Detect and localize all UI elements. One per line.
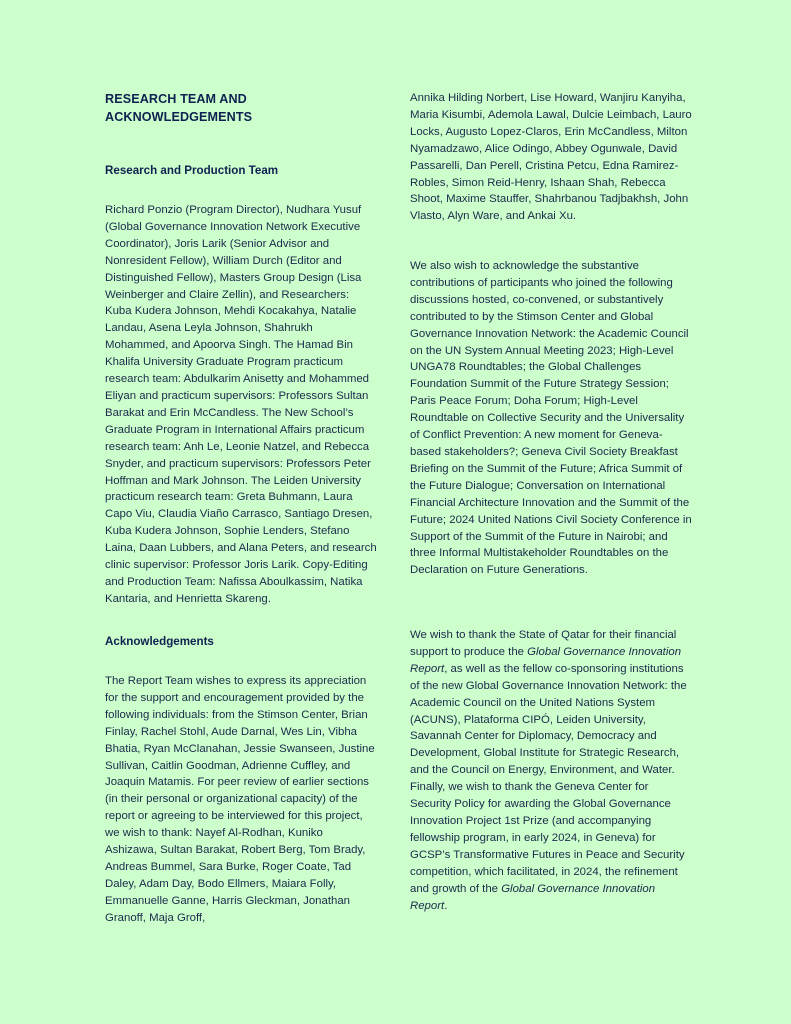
qatar-thanks-paragraph bbox=[410, 627, 692, 914]
page-title-line-1: RESEARCH TEAM AND bbox=[105, 92, 247, 106]
research-team-heading: Research and Production Team bbox=[105, 164, 279, 177]
report-title-italic-2: Global Governance Innovation Report bbox=[410, 882, 656, 912]
research-team-paragraph: Richard Ponzio (Program Director), Nudhara Yusuf (Global Governance Innovation Network Executive Coordinator), Joris Larik (Senior Advisor and Nonresident Fellow), William Durch (Editor and Distinguished Fellow), Masters Group Design (Lisa Weinberger and Claire Zellin), and Researchers: Kuba Kudera Johnson, Mehdi Kocakahya, Natalie Landau, Asena Leyla Johnson, Shahrukh Mohammed, and Apoorva Singh. The Hamad Bin Khalifa University Graduate Program practicum research team: Abdulkarim Anisetty and Mohammed Eliyan and practicum supervisors: Professors Sultan Barakat and Erin McCandless. The New School’s Graduate Program in International Affairs practicum research team: Anh Le, Leonie Natzel, and Rebecca Snyder, and practicum supervisors: Professors Peter Hoffman and Mark Johnson. The Leiden University practicum research team: Greta Buhmann, Laura Capo Viu, Claudia Viaño Carrasco, Santiago Dresen, Kuba Kudera Johnson, Sophie Lenders, Stefano Laina, Daan Lubbers, and Alana Peters, and research clinic supervisor: Professor Joris Larik. Copy-Editing and Production Team: Nafissa Aboulkassim, Natika Kantaria, and Henrietta Skareng. bbox=[105, 204, 377, 605]
qatar-text-end: . bbox=[444, 899, 448, 912]
report-title-italic-1: Global Governance Innovation Report bbox=[410, 645, 682, 675]
acknowledgements-heading: Acknowledgements bbox=[105, 635, 214, 648]
acknowledged-names-paragraph: Annika Hilding Norbert, Lise Howard, Wanjiru Kanyiha, Maria Kisumbi, Ademola Lawal, Dulcie Leimbach, Lauro Locks, Augusto Lopez-Claros, Erin McCandless, Milton Nyamadzawo, Alice Odingo, Abbey Ogunwale, David Passarelli, Dan Perell, Cristina Petcu, Edna Ramirez-Robles, Simon Reid-Henry, Ishaan Shah, Rebecca Shoot, Maxime Stauffer, Shahrbanou Tadjbakhsh, John Vlasto, Alyn Ware, and Ankai Xu. bbox=[410, 92, 692, 223]
contributions-paragraph: We also wish to acknowledge the substantive contributions of participants who joined the following discussions hosted, co-convened, or substantively contributed to by the Stimson Center and Global Governance Innovation Network: the Academic Council on the UN System Annual Meeting 2023; High-Level UNGA78 Roundtables; the Global Challenges Foundation Summit of the Future Strategy Session; Paris Peace Forum; Doha Forum; High-Level Roundtable on Collective Security and the Universality of Conflict Prevention: A new moment for Geneva-based stakeholders?; Geneva Civil Society Breakfast Briefing on the Summit of the Future; Africa Summit of the Future Dialogue; Conversation on International Financial Architecture Innovation and the Summit of the Future; 2024 United Nations Civil Society Conference in Support of the Summit of the Future in Nairobi; and three Informal Multistakeholder Roundtables on the Declaration on Future Generations. bbox=[410, 260, 692, 577]
page-title-line-2: ACKNOWLEDGEMENTS bbox=[105, 110, 253, 124]
page-title bbox=[105, 90, 377, 126]
acknowledgements-paragraph: The Report Team wishes to express its appreciation for the support and encouragement provided by the following individuals: from the Stimson Center, Brian Finlay, Rachel Stohl, Aude Darnal, Wes Lin, Vibha Bhatia, Ryan McClanahan, Jessie Swanseen, Justine Sullivan, Caitlin Goodman, Adrienne Cuffley, and Joaquin Matamis. For peer review of earlier sections (in their personal or organizational capacity) of the report or agreeing to be interviewed for this project, we wish to thank: Nayef Al-Rodhan, Kuniko Ashizawa, Sultan Barakat, Robert Berg, Tom Brady, Andreas Bummel, Sara Burke, Roger Coate, Tad Daley, Adam Day, Bodo Ellmers, Maiara Folly, Emmanuelle Ganne, Harris Gleckman, Jonathan Granoff, Maja Groff, bbox=[105, 675, 375, 924]
qatar-text-part-1: We wish to thank the State of Qatar for their financial support to produce the bbox=[410, 629, 677, 658]
qatar-text-part-2: , as well as the fellow co-sponsoring institutions of the new Global Governance Innovation Network: the Academic Council on the United Nations System (ACUNS), Plataforma CIPÓ, Leiden University, Savannah Center for Diplomacy, Democracy and Development, Global Institute for Strategic Research, and the Council on Energy, Environment, and Water. Finally, we wish to thank the Geneva Center for Security Policy for awarding the Global Governance Innovation Project 1st Prize (and accompanying fellowship program, in early 2024, in Geneva) for GCSP’s Transformative Futures in Peace and Security competition, which facilitated, in 2024, the refinement and growth of the bbox=[410, 662, 687, 895]
